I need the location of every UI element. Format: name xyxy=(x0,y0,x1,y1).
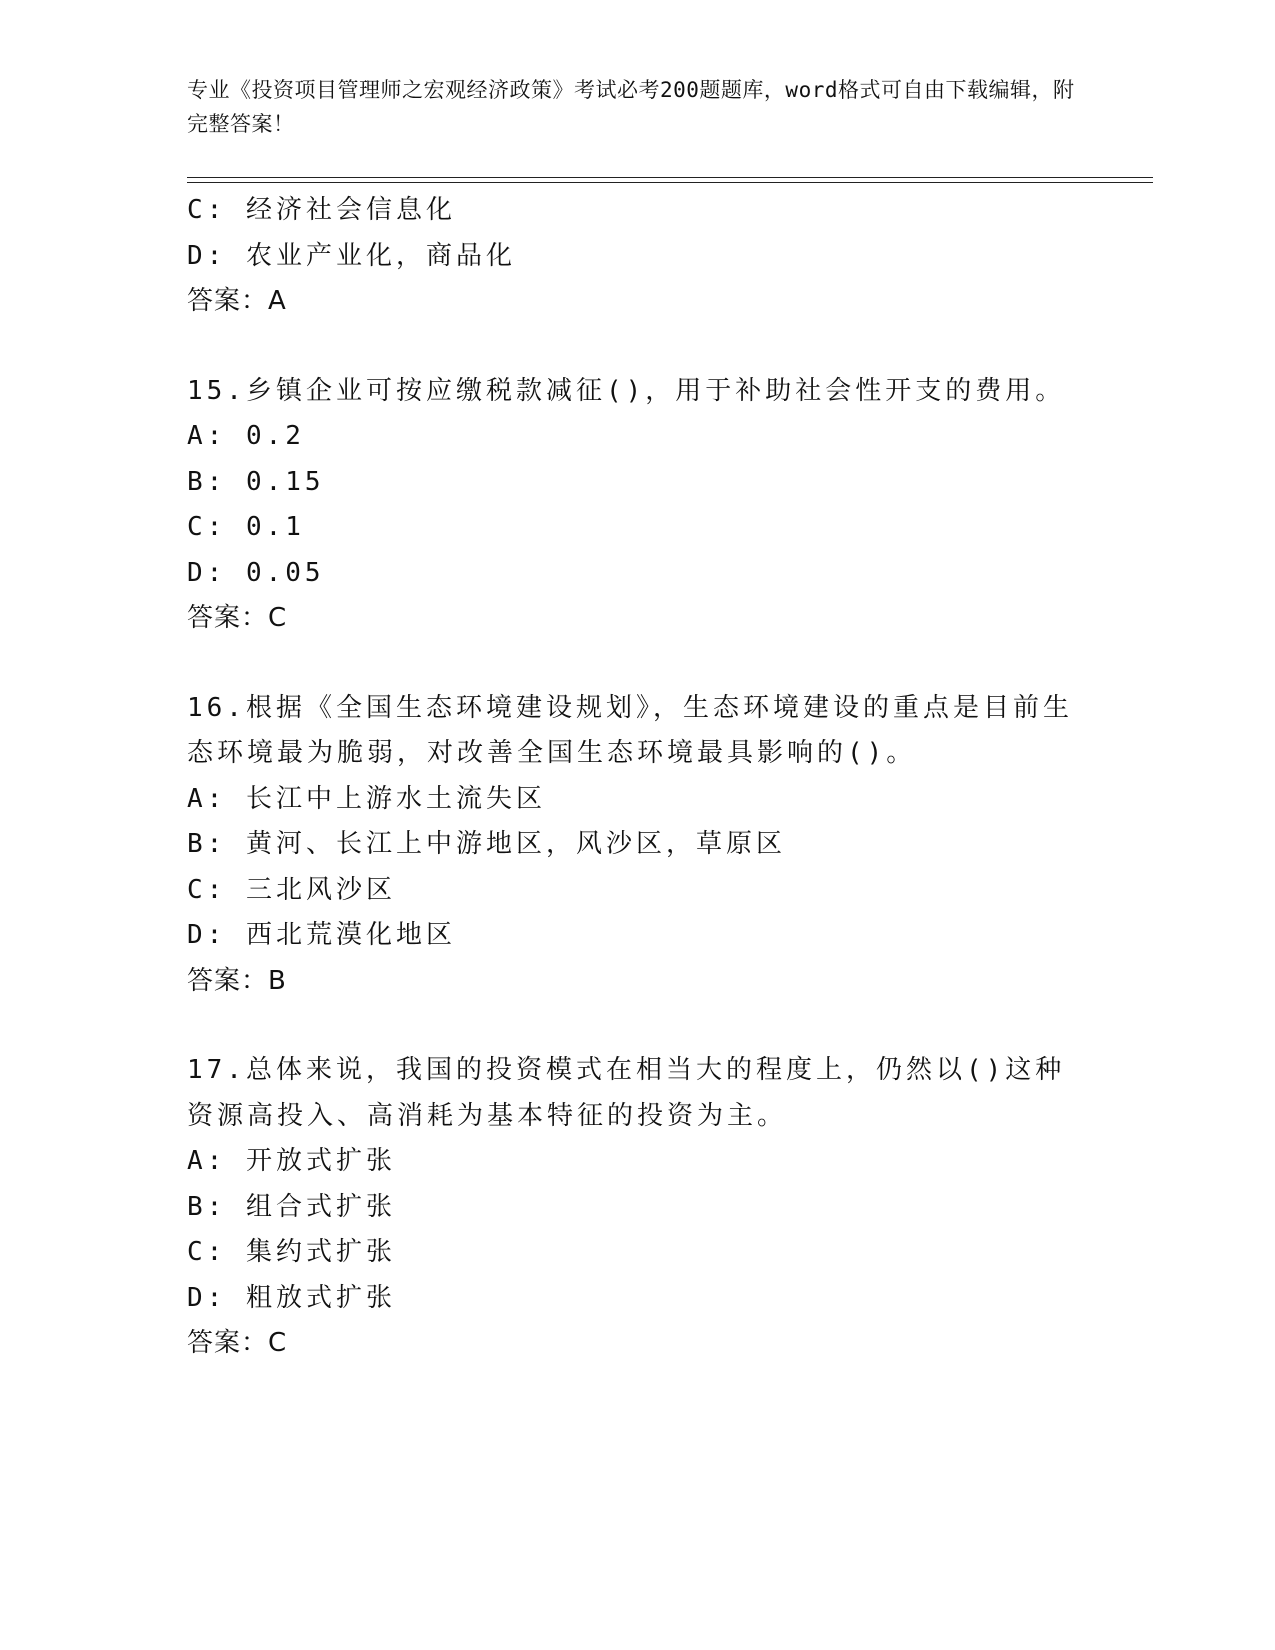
question-text: 15.乡镇企业可按应缴税款减征()，用于补助社会性开支的费用。 xyxy=(187,375,1066,406)
answer-line: 答案：B xyxy=(187,965,287,996)
option-b: B: 组合式扩张 xyxy=(187,1191,396,1222)
answer-line: 答案：A xyxy=(187,286,287,316)
option-c: C: 集约式扩张 xyxy=(187,1237,396,1267)
option-d: D: 0.05 xyxy=(187,557,325,588)
option-a: A: 0.2 xyxy=(187,421,305,451)
spacer xyxy=(187,642,1087,686)
option-d: D: 西北荒漠化地区 xyxy=(187,920,456,950)
option-b: B: 黄河、长江上中游地区，风沙区，草原区 xyxy=(187,829,786,859)
question-text: 16.根据《全国生态环境建设规划》，生态环境建设的重点是目前生态环境最为脆弱，对改善全国生态环境最具影响的()。 xyxy=(187,692,1073,768)
question-text: 17.总体来说，我国的投资模式在相当大的程度上，仍然以()这种资源高投入、高消耗为基本特征的投资为主。 xyxy=(187,1055,1066,1131)
spacer xyxy=(187,1004,1087,1048)
question-15 xyxy=(187,369,1087,642)
question-16 xyxy=(187,686,1087,1005)
option-d: D: 农业产业化，商品化 xyxy=(187,240,516,271)
answer-line: 答案：C xyxy=(187,1328,288,1358)
option-b: B: 0.15 xyxy=(187,466,325,497)
option-c: C: 三北风沙区 xyxy=(187,874,396,905)
document-header: 专业《投资项目管理师之宏观经济政策》考试必考200题题库，word格式可自由下载编辑，附完整答案！ xyxy=(187,78,1075,136)
option-a: A: 长江中上游水土流失区 xyxy=(187,783,546,814)
question-14-partial xyxy=(187,188,1087,325)
option-d: D: 粗放式扩张 xyxy=(187,1282,396,1313)
answer-line: 答案：C xyxy=(187,603,288,633)
option-c: C: 0.1 xyxy=(187,512,305,542)
question-list xyxy=(187,188,1087,1367)
option-c: C: 经济社会信息化 xyxy=(187,195,456,225)
option-a: A: 开放式扩张 xyxy=(187,1146,396,1176)
header-divider-bottom xyxy=(187,182,1153,183)
header-divider-top xyxy=(187,177,1153,178)
question-17 xyxy=(187,1048,1087,1367)
spacer xyxy=(187,325,1087,369)
